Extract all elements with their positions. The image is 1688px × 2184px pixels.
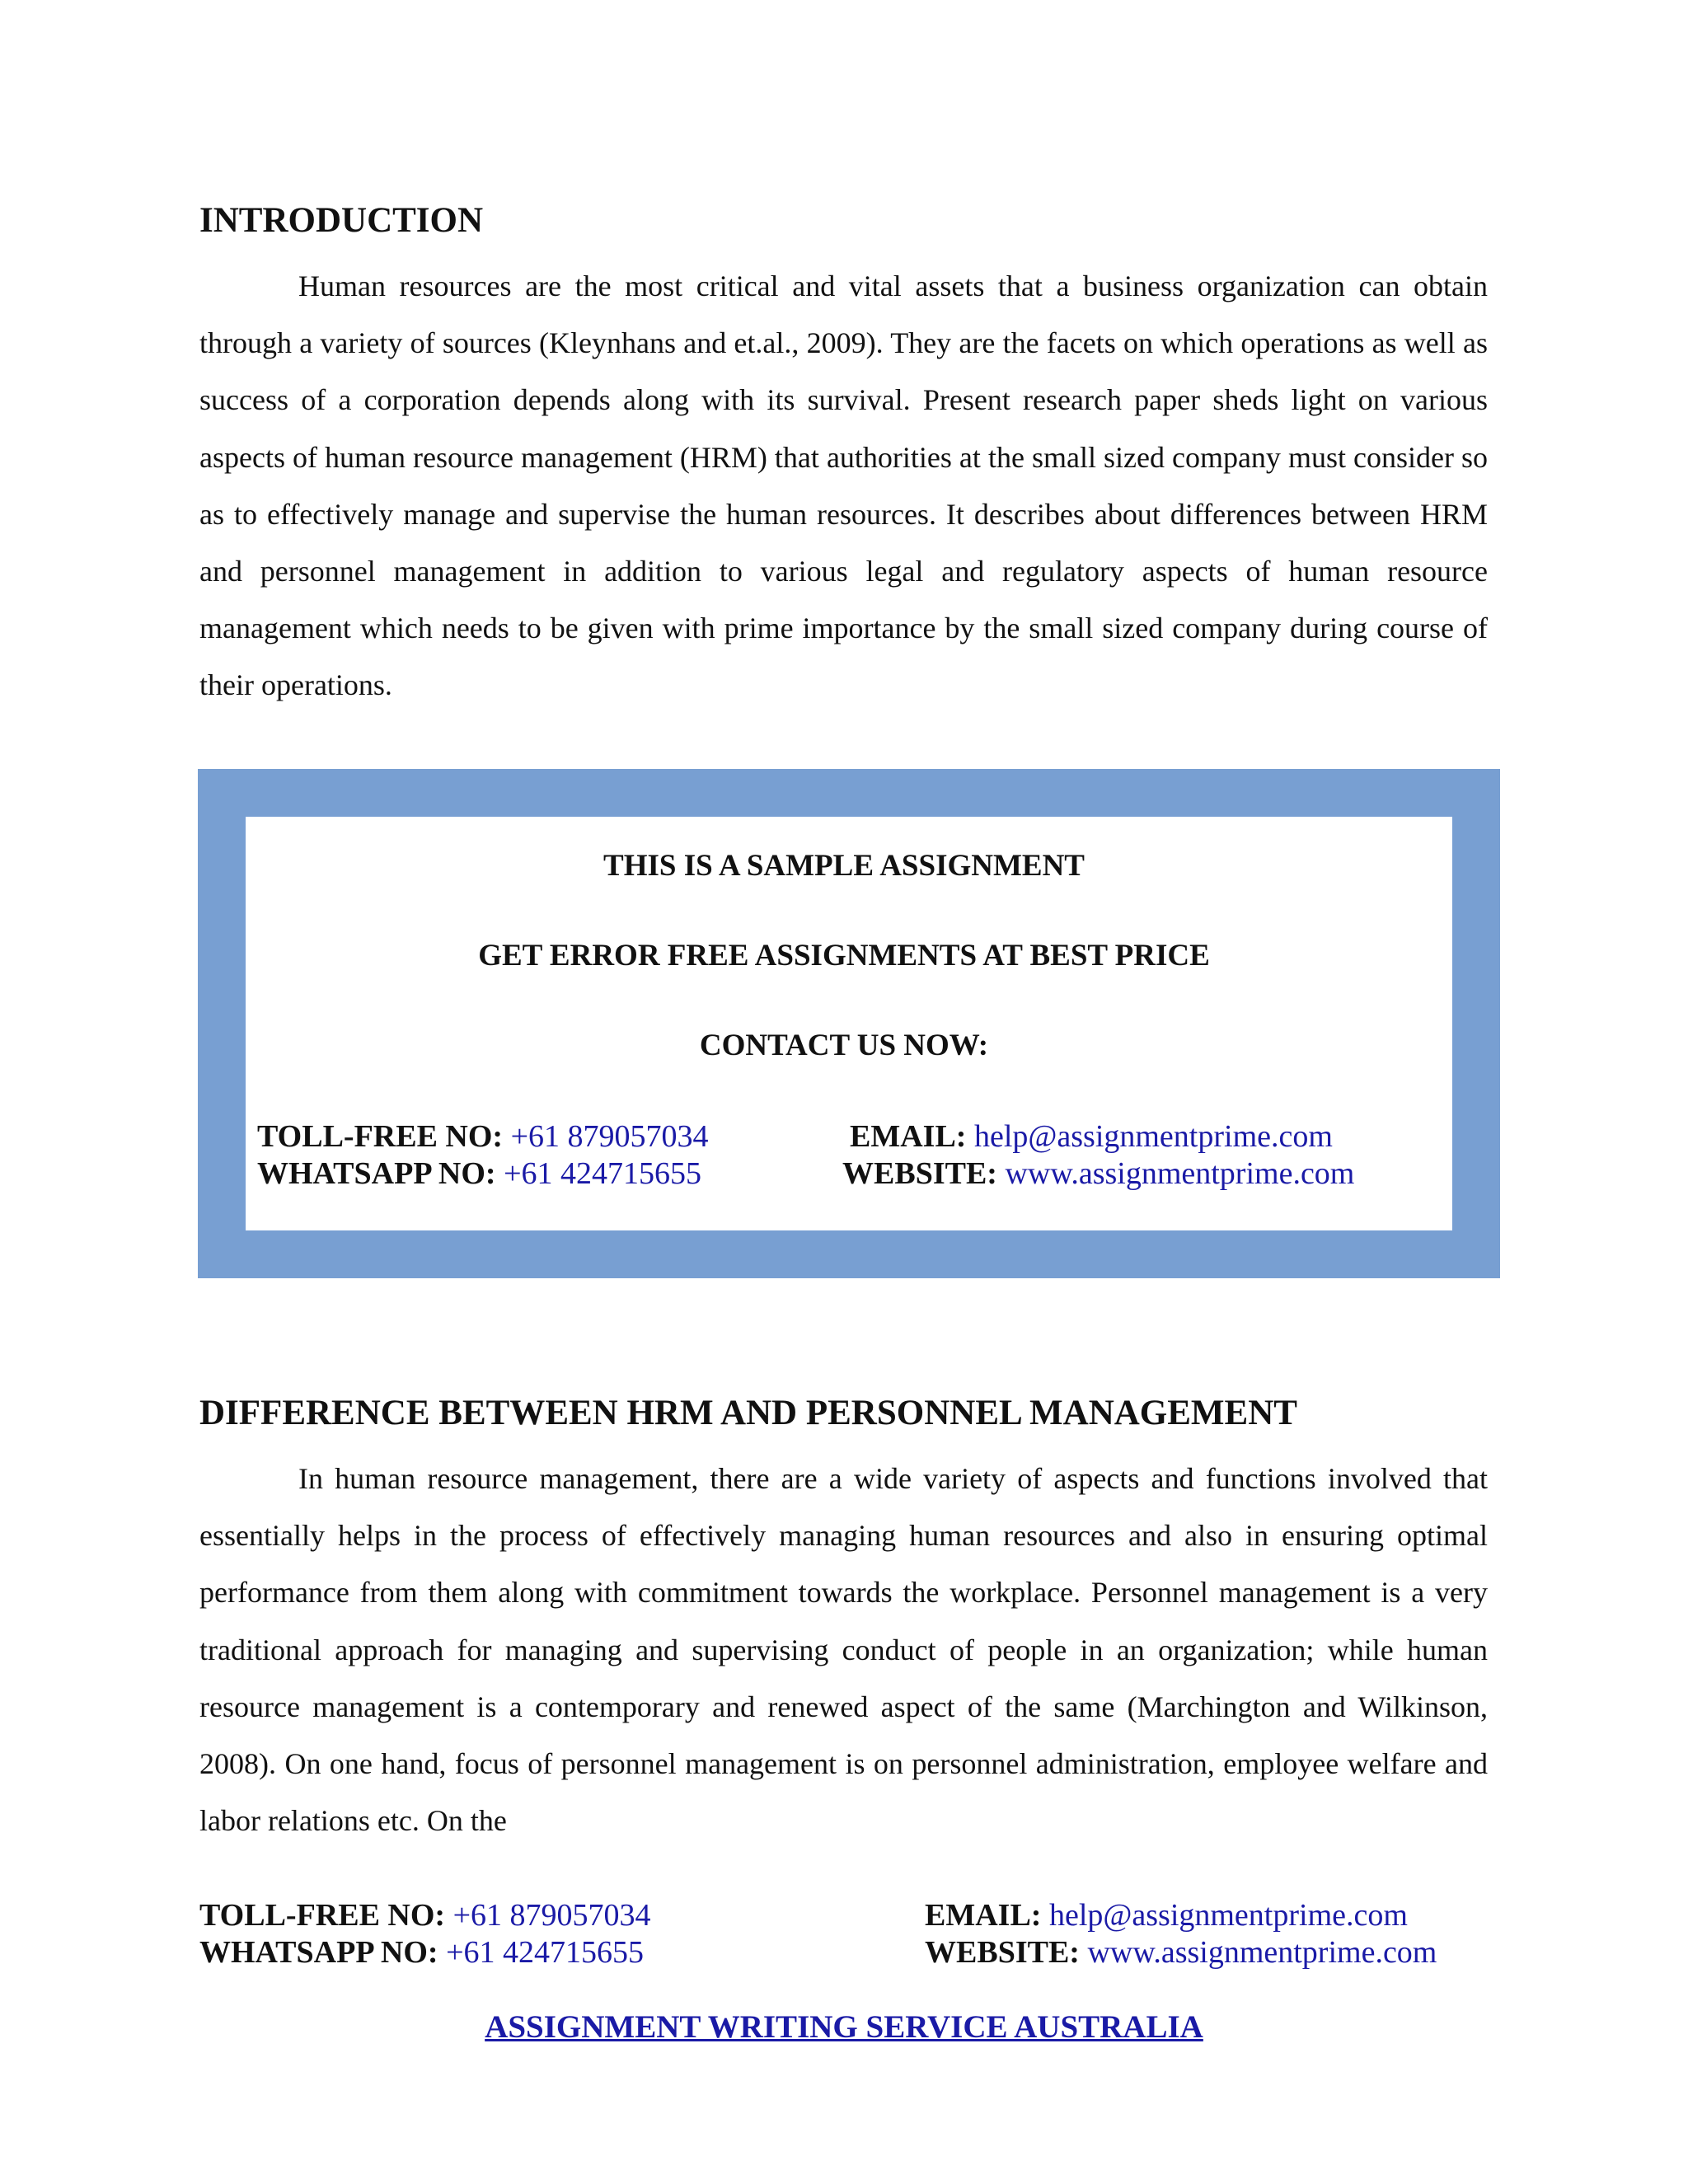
difference-heading: DIFFERENCE BETWEEN HRM AND PERSONNEL MANAGEMENT: [199, 1394, 1297, 1432]
promo-whatsapp-number[interactable]: +61 424715655: [504, 1156, 702, 1191]
footer-email-link[interactable]: help@assignmentprime.com: [1048, 1898, 1408, 1933]
footer-website-link[interactable]: www.assignmentprime.com: [1087, 1935, 1437, 1970]
footer-tollfree: [199, 1896, 651, 1934]
footer-whatsapp: [199, 1933, 644, 1971]
promo-email-link[interactable]: help@assignmentprime.com: [973, 1119, 1333, 1154]
promo-website-link[interactable]: www.assignmentprime.com: [1005, 1156, 1355, 1191]
footer-tollfree-label: TOLL-FREE NO:: [199, 1898, 446, 1933]
footer-service-link[interactable]: ASSIGNMENT WRITING SERVICE AUSTRALIA: [485, 2009, 1203, 2045]
promo-website-label: WEBSITE:: [842, 1156, 997, 1191]
footer-email-label: EMAIL:: [925, 1898, 1042, 1933]
promo-whatsapp-label: WHATSAPP NO:: [257, 1156, 496, 1191]
footer-website-label: WEBSITE:: [925, 1935, 1080, 1970]
promo-tollfree-label: TOLL-FREE NO:: [257, 1119, 504, 1154]
footer-whatsapp-number[interactable]: +61 424715655: [446, 1935, 645, 1970]
promo-email: [850, 1118, 1333, 1155]
footer-email: [925, 1896, 1408, 1934]
promo-box: [198, 769, 1500, 1278]
footer-whatsapp-label: WHATSAPP NO:: [199, 1935, 438, 1970]
footer-website: [925, 1933, 1437, 1971]
promo-email-label: EMAIL:: [850, 1119, 967, 1154]
difference-paragraph: In human resource management, there are a wide variety of aspects and functions involved that essentially helps in the process of effectively managing human resources and also in ensuring optimal performance from them along with commitment towards the workplace. Personnel management is a very traditional approach for managing and supervising conduct of people in an organization; while human resource management is a contemporary and renewed aspect of the same (Marchington and Wilkinson, 2008). On one hand, focus of personnel management is on personnel administration, employee welfare and labor relations etc. On the: [199, 1462, 1488, 1838]
promo-contact-line: CONTACT US NOW:: [699, 1029, 989, 1062]
promo-error-free-line: GET ERROR FREE ASSIGNMENTS AT BEST PRICE: [478, 939, 1210, 972]
promo-whatsapp: [257, 1155, 701, 1193]
promo-website: [842, 1155, 1354, 1193]
intro-heading: INTRODUCTION: [199, 201, 484, 240]
intro-paragraph: Human resources are the most critical and vital assets that a business organization can obtain through a variety of sources (Kleynhans and et.al., 2009). They are the facets on which operations as well as success of a corporation depends along with its survival. Present research paper sheds light on various aspects of human resource management (HRM) that authorities at the small sized company must consider so as to effectively manage and supervise the human resources. It describes about differences between HRM and personnel management in addition to various legal and regulatory aspects of human resource management which needs to be given with prime importance by the small sized company during course of their operations.: [199, 269, 1488, 702]
promo-sample-line: THIS IS A SAMPLE ASSIGNMENT: [603, 849, 1085, 883]
promo-tollfree: [257, 1118, 709, 1155]
promo-tollfree-number[interactable]: +61 879057034: [510, 1119, 709, 1154]
footer-tollfree-number[interactable]: +61 879057034: [452, 1898, 651, 1933]
